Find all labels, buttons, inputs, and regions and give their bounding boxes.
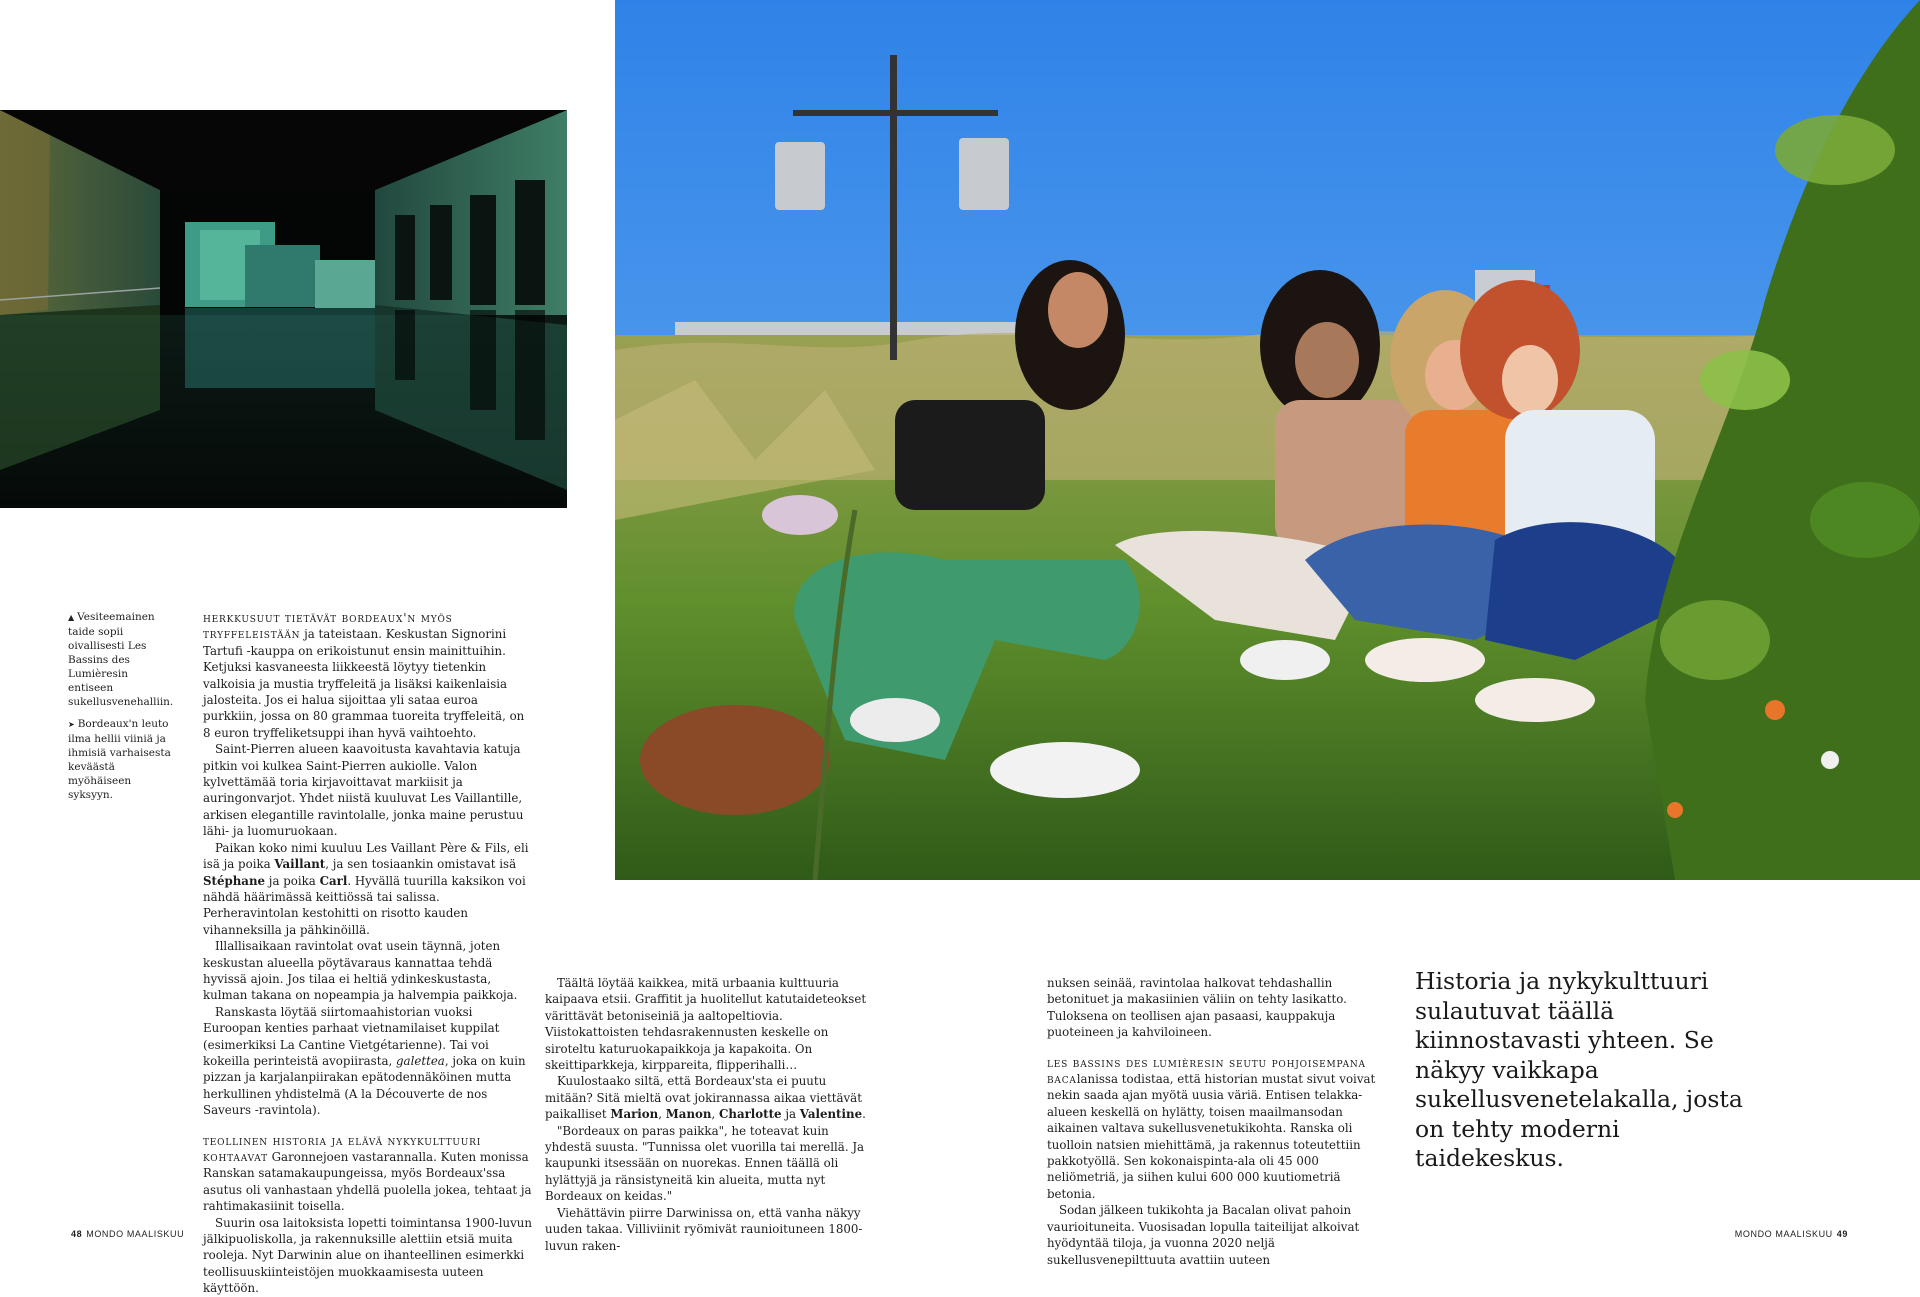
text: Ranskasta löytää siirtomaahistorian vuoksi Euroopan kenties parhaat vietnamilaiset kuppilat (esimerkiksi La Cantine Vietgétarienne). Tai voi kokeilla perinteistä avopiirasta, (203, 1004, 500, 1068)
text: , (711, 1107, 719, 1122)
basin-photo-illustration (0, 110, 567, 508)
caption-friends-text: Bordeaux'n leuto ilma hellii viiniä ja ihmisiä varhaisesta keväästä myöhäiseen syksyyn. (68, 718, 171, 801)
paragraph: nuksen seinää, ravintolaa halkovat tehdashallin betonituet ja makasiinien väliin on tehty lasikatto. Tuloksena on teollisen ajan pasaasi, kauppakuja puoteineen ja kahviloineen. (1047, 976, 1347, 1040)
folio-left (67, 1229, 184, 1239)
text: Paikan koko nimi kuuluu Les Vaillant Père & Fils, eli isä ja poika (203, 840, 529, 872)
text: , joka on kuin pizzan ja karjalanpiirakan epätodennäköinen mutta herkullinen yhdistelmä (A la Découverte de nos Saveurs -ravintola). (203, 1053, 526, 1118)
text: ja poika (265, 873, 320, 888)
page-number: 49 (1836, 1229, 1848, 1239)
pull-quote: Historia ja nykykulttuuri sulautuvat täällä kiinnostavasti yhteen. Se näkyy vaikkapa sukellusvenetelakalla, josta on tehty moderni taidekeskus. (1415, 967, 1743, 1172)
up-triangle-icon: ▲ (68, 613, 75, 622)
friends-photo-illustration (615, 0, 1920, 880)
lead-in-caps: herkkusuut tietävät bordeaux'n myös tryffeleistään (203, 611, 453, 642)
paragraph (203, 610, 532, 741)
person-name: Charlotte (718, 1107, 782, 1122)
text: , (658, 1107, 666, 1122)
text: . Hyvällä tuurilla kaksikon voi nähdä häärimässä keittiössä tai salissa. Perheravintolan kestohitti on risotto kauden vihanneksilla ja pähkinöillä. (203, 873, 526, 937)
text: Kuulostaako siltä, että Bordeaux'sta ei puutu mitään? Sitä mieltä ovat jokirannassa aikaa viettävät paikalliset (545, 1074, 862, 1122)
paragraph-text: lanissa todistaa, että historian mustat sivut voivat nekin saada ajan myötä uusia väriä. Entisen telakka-alueen keskellä on hylätty, toisen maailmansodan aikainen valtava sukellusvenetukikohta. Ranska oli tuolloin natsien miehittämä, ja rakennus toteutettiin pakkotyöllä. Sen kokonaispinta-ala oli 45 000 neliömetriä, ja siihen kului 600 000 kuutiometriä betonia. (1047, 1072, 1376, 1201)
article-column-1 (203, 610, 532, 1297)
italic-term: galettea (396, 1053, 445, 1068)
person-name: Carl (319, 873, 348, 888)
paragraph: "Bordeaux on paras paikka", he toteavat kuin yhdestä suusta. "Tunnissa olet vuorilla tai merellä. Ja kaupunki itsessään on nuorekas. Ennen täällä oli hylättyjä ja ränsistyneitä kin alueita, mutta nyt Bordeaux on keidas." (545, 1123, 865, 1204)
photo-captions (68, 610, 176, 810)
paragraph: Illallisaikaan ravintolat ovat usein täynnä, joten keskustan alueella pöytävaraus kannattaa tehdä hyvissä ajoin. Jos tilaa ei heltiä ydinkeskustasta, kulman takana on nopeampia ja halvempia paikkoja. (203, 939, 518, 1003)
magazine-issue-label: MONDO MAALISKUU (86, 1229, 185, 1239)
basin-photo (0, 110, 567, 508)
paragraph (203, 1004, 532, 1119)
magazine-issue-label: MONDO MAALISKUU (1734, 1229, 1833, 1239)
paragraph: Suurin osa laitoksista lopetti toimintansa 1900-luvun jälkipuoliskolla, ja rakennuksille alettiin etsiä muita rooleja. Nyt Darwinin alue on ihanteellinen esimerkki teollisuuskiinteistöjen muokkaamisesta uuteen käyttöön. (203, 1215, 532, 1296)
text: . (862, 1107, 866, 1122)
text: ja (781, 1107, 800, 1122)
section-lead-caps: teollinen historia ja elävä nykykulttuuri kohtaavat (203, 1133, 482, 1164)
paragraph (203, 1133, 532, 1215)
paragraph: Viehättävin piirre Darwinissa on, että vanha näkyy uuden takaa. Villiviinit ryömivät raunioituneen 1800-luvun raken- (545, 1205, 863, 1253)
person-name: Manon (665, 1107, 712, 1122)
paragraph: Sodan jälkeen tukikohta ja Bacalan olivat pahoin vaurioituneita. Vuosisadan lopulla taiteilijat alkoivat hyödyntää tiloja, ja vuonna 2020 neljä sukellusvenepilttuuta avattiin uuteen (1047, 1203, 1360, 1267)
person-name: Vaillant (274, 857, 326, 872)
paragraph (1047, 1055, 1376, 1203)
paragraph-text: Garonnejoen vastarannalla. Kuten monissa Ranskan satamakaupungeissa, myös Bordeaux'ssa asutus oli vanhastaan yhdellä puolella jokea, tehtaat ja rahtimakasiinit toisella. (203, 1150, 532, 1214)
paragraph: Saint-Pierren alueen kaavoitusta kavahtavia katuja pitkin voi kulkea Saint-Pierren aukiolle. Valon kylvettämää toria kirjavoittavat markiisit ja auringonvarjot. Yhdet niistä kuuluvat Les Vaillantille, arkisen elegantille ravintolalle, jonka maine perustuu lähi- ja luomuruokaan. (203, 742, 524, 839)
article-column-2 (545, 975, 874, 1254)
paragraph: Täältä löytää kaikkea, mitä urbaania kulttuuria kaipaava etsii. Graffitit ja huolitellut katutaideteokset värittävät betoniseiniä ja aaltopeltiovia. Viistokattoisten tehdasrakennusten keskelle on siroteltu katuruokapaikkoja ja kapakoita. On skeittiparkkeja, kirppareita, flipperihalli… (545, 976, 867, 1073)
person-name: Marion (610, 1107, 659, 1122)
article-column-3 (1047, 975, 1376, 1268)
folio-right (1735, 1229, 1852, 1239)
paragraph (203, 840, 532, 938)
caption-basin (68, 610, 176, 709)
page-number: 48 (71, 1229, 83, 1239)
person-name: Stéphane (203, 873, 266, 888)
text: , ja sen tosiaankin omistavat isä (325, 857, 517, 872)
paragraph (545, 1073, 874, 1122)
section-lead-caps: les bassins des lumièresin seutu pohjoisempana baca (1047, 1055, 1366, 1087)
caption-friends (68, 717, 176, 802)
person-name: Valentine (799, 1107, 863, 1122)
right-arrow-icon: ➤ (68, 720, 75, 729)
paragraph-text: ja tateistaan. Keskustan Signorini Tartufi -kauppa on erikoistunut ensin mainittuihin. Ketjuksi kasvaneesta liikkeestä löytyy tietenkin valkoisia ja mustia tryffeleitä ja lisäksi kaikenlaisia jalosteita. Jos ei halua sijoittaa yli sataa euroa purkkiin, jossa on 80 grammaa tuoreita tryffeleitä, on 8 euron tryffeliketsuppi ihan hyvä vaihtoehto. (203, 627, 525, 740)
caption-basin-text: Vesiteemainen taide sopii oivallisesti Les Bassins des Lumièresin entiseen sukellusvenehalliin. (68, 611, 174, 708)
friends-photo (615, 0, 1920, 880)
